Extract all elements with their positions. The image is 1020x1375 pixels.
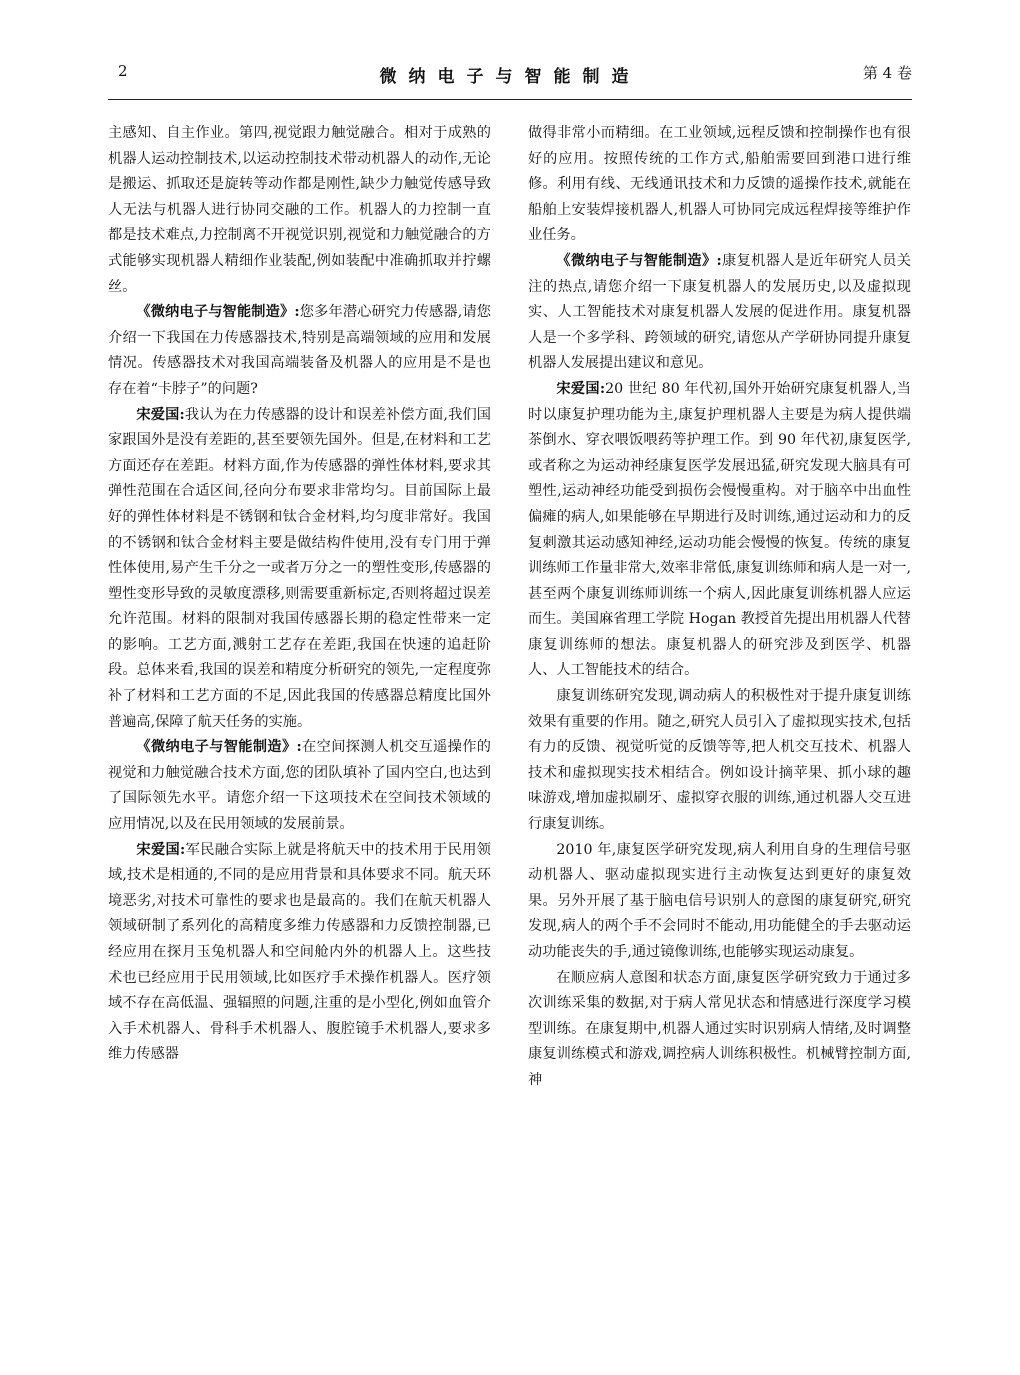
journal-title: 微纳电子与智能制造 (379, 67, 641, 87)
paragraph (528, 838, 911, 966)
speaker-label: 《微纳电子与智能制造》: (136, 304, 300, 321)
paragraph (528, 684, 911, 838)
paragraph-text: 军民融合实际上就是将航天中的技术用于民用领域,技术是相通的,不同的是应用背景和具体要求不同。航天环境恶劣,对技术可靠性的要求也是最高的。我们在航天机器人领域研制了系列化的高精度多维力传感器和力反馈控制器,已经应用在探月玉兔机器人和空间舱内外的机器人上。这些技术也已经应用于民用领域,比如医疗手术操作机器人。医疗领域不存在高低温、强辐照的问题,注重的是小型化,例如血管介入手术机器人、骨科手术机器人、腹腔镜手术机器人,要求多维力传感器 (108, 841, 491, 1063)
paragraph-text: 康复机器人是近年研究人员关注的热点,请您介绍一下康复机器人的发展历史,以及虚拟现实、人工智能技术对康复机器人发展的促进作用。康复机器人是一个多学科、跨领域的研究,请您从产学研协同提升康复机器人发展提出建议和意见。 (528, 252, 911, 372)
speaker-label: 《微纳电子与智能制造》: (136, 739, 302, 756)
speaker-label: 宋爱国: (136, 841, 186, 858)
paragraph-text: 做得非常小而精细。在工业领域,远程反馈和控制操作也有很好的应用。按照传统的工作方式,船舶需要回到港口进行维修。利用有线、无线通讯技术和力反馈的遥操作技术,就能在船舶上安装焊接机器人,机器人可协同完成远程焊接等维护作业任务。 (528, 125, 911, 244)
paragraph-text: 20 世纪 80 年代初,国外开始研究康复机器人,当时以康复护理功能为主,康复护理机器人主要是为病人提供端茶倒水、穿衣喂饭喂药等护理工作。到 90 年代初,康复医学,或者称之为运动神经康复医学发展迅猛,研究发现大脑具有可塑性,运动神经功能受到损伤会慢慢重构。对于脑卒中出血性偏瘫的病人,如果能够在早期进行及时训练,通过运动和力的反复刺激其运动感知神经,运动功能会慢慢的恢复。传统的康复训练师工作量非常大,效率非常低,康复训练师和病人是一对一,甚至两个康复训练师训练一个病人,因此康复训练机器人应运而生。美国麻省理工学院 Hogan 教授首先提出用机器人代替康复训练师的想法。康复机器人的研究涉及到医学、机器人、人工智能技术的结合。 (528, 380, 911, 679)
question-paragraph (108, 300, 491, 402)
paragraph-text: 在空间探测人机交互遥操作的视觉和力触觉融合技术方面,您的团队填补了国内空白,也达到了国际领先水平。请您介绍一下这项技术在空间技术领域的应用情况,以及在民用领域的发展前景。 (108, 739, 491, 833)
right-column (528, 121, 911, 1094)
speaker-label: 宋爱国: (136, 406, 185, 423)
answer-paragraph (108, 403, 491, 736)
paragraph-text: 主感知、自主作业。第四,视觉跟力触觉融合。相对于成熟的机器人运动控制技术,以运动控制技术带动机器人的动作,无论是搬运、抓取还是旋转等动作都是刚性,缺少力触觉传感导致人无法与机器人进行协同交融的工作。机器人的力控制一直都是技术难点,力控制离不开视觉识别,视觉和力触觉融合的方式能够实现机器人精细作业装配,例如装配中准确抓取并拧螺丝。 (108, 125, 491, 295)
volume-label: 第 4 卷 (862, 64, 912, 82)
paragraph (108, 121, 491, 300)
paragraph-text: 您多年潜心研究力传感器,请您介绍一下我国在力传感器技术,特别是高端领域的应用和发展情况。传感器技术对我国高端装备及机器人的应用是不是也存在着“卡脖子”的问题? (108, 304, 491, 397)
speaker-label: 《微纳电子与智能制造》: (556, 252, 722, 269)
paragraph (528, 121, 911, 249)
question-paragraph (528, 249, 911, 377)
paragraph-text: 我认为在力传感器的设计和误差补偿方面,我们国家跟国外是没有差距的,甚至要领先国外。但是,在材料和工艺方面还存在差距。材料方面,作为传感器的弹性体材料,要求其弹性范围在合适区间,径向分布要求非常均匀。目前国际上最好的弹性体材料是不锈钢和钛合金材料,均匀度非常好。我国的不锈钢和钛合金材料主要是做结构件使用,没有专门用于弹性体使用,易产生千分之一或者万分之一的塑性变形,传感器的塑性变形导致的灵敏度漂移,则需要重新标定,否则将超过误差允许范围。材料的限制对我国传感器长期的稳定性带来一定的影响。工艺方面,溅射工艺存在差距,我国在快速的追赶阶段。总体来看,我国的误差和精度分析研究的领先,一定程度弥补了材料和工艺方面的不足,因此我国的传感器总精度比国外普遍高,保障了航天任务的实施。 (108, 406, 491, 730)
answer-paragraph (528, 377, 911, 684)
paragraph-text: 在顺应病人意图和状态方面,康复医学研究致力于通过多次训练采集的数据,对于病人常见状态和情感进行深度学习模型训练。在康复期中,机器人通过实时识别病人情绪,及时调整康复训练模式和游戏,调控病人训练积极性。机械臂控制方面,神 (528, 969, 911, 1088)
left-column (108, 121, 491, 1068)
answer-paragraph (108, 838, 491, 1068)
paragraph-text: 康复训练研究发现,调动病人的积极性对于提升康复训练效果有重要的作用。随之,研究人员引入了虚拟现实技术,包括有力的反馈、视觉听觉的反馈等等,把人机交互技术、机器人技术和虚拟现实技术相结合。例如设计摘苹果、抓小球的趣味游戏,增加虚拟刷牙、虚拟穿衣服的训练,通过机器人交互进行康复训练。 (528, 688, 911, 833)
speaker-label: 宋爱国: (556, 380, 606, 397)
page-number: 2 (118, 62, 128, 80)
question-paragraph (108, 735, 491, 837)
header-rule (108, 99, 912, 100)
running-header (108, 62, 912, 88)
paragraph (528, 966, 911, 1094)
paragraph-text: 2010 年,康复医学研究发现,病人利用自身的生理信号驱动机器人、驱动虚拟现实进行主动恢复达到更好的康复效果。另外开展了基于脑电信号识别人的意图的康复研究,研究发现,病人的两个手不会同时不能动,用功能健全的手去驱动运动功能丧失的手,通过镜像训练,也能够实现运动康复。 (528, 841, 911, 960)
